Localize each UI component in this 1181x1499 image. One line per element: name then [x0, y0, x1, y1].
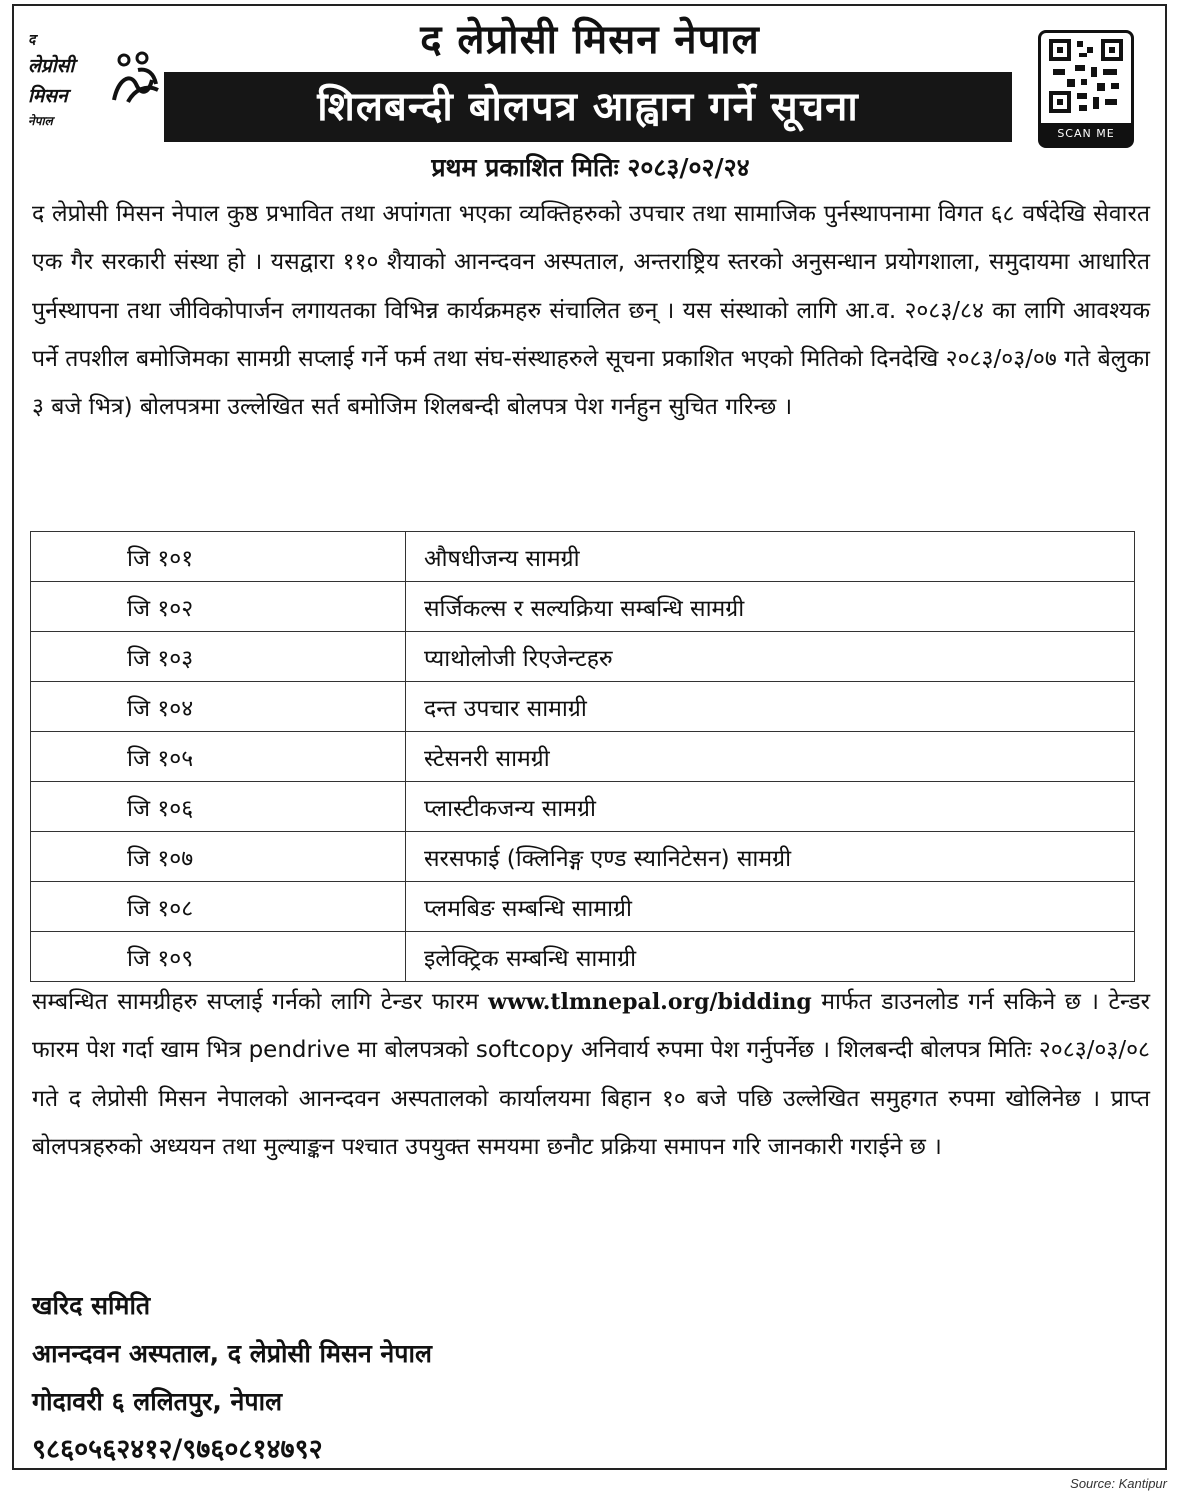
item-name: औषधीजन्य सामग्री [406, 532, 1135, 582]
item-name: सरसफाई (क्लिनिङ्ग एण्ड स्यानिटेसन) सामग्री [406, 832, 1135, 882]
items-table [30, 531, 1135, 982]
table-row [31, 882, 1135, 932]
qr-code[interactable] [1038, 30, 1134, 148]
intro-paragraph: द लेप्रोसी मिसन नेपाल कुष्ठ प्रभावित तथा अपांगता भएका व्यक्तिहरुको उपचार तथा सामाजिक पुर्नस्थापनामा विगत ६८ वर्षदेखि सेवारत एक गैर सरकारी संस्था हो । यसद्वारा ११० शैयाको आनन्दवन अस्पताल, अन्तराष्ट्रिय स्तरको अनुसन्धान प्रयोगशाला, समुदायमा आधारित पुर्नस्थापना तथा जीविकोपार्जन लगायतका विभिन्न कार्यक्रमहरु संचालित छन् । यस संस्थाको लागि आ.व. २०८३/८४ का लागि आवश्यक पर्ने तपशील बमोजिमका सामग्री सप्लाई गर्ने फर्म तथा संघ-संस्थाहरुले सूचना प्रकाशित भएको मितिको दिनदेखि २०८३/०३/०७ गते बेलुका ३ बजे भित्र) बोलपत्रमा उल्लेखित सर्त बमोजिम शिलबन्दी बोलपत्र पेश गर्नहुन सुचित गरिन्छ । [32, 201, 1150, 421]
item-name: इलेक्ट्रिक सम्बन्धि सामाग्री [406, 932, 1135, 982]
published-date: प्रथम प्रकाशित मितिः २०८३/०२/२४ [431, 153, 750, 182]
item-code: जि १०७ [31, 832, 406, 882]
item-code: जि १०४ [31, 682, 406, 732]
item-name: प्लास्टीकजन्य सामग्री [406, 782, 1135, 832]
table-row [31, 782, 1135, 832]
item-name: दन्त उपचार सामाग्री [406, 682, 1135, 732]
item-name: प्लमबिङ सम्बन्धि सामाग्री [406, 882, 1135, 932]
logo-text-line2: लेप्रोसी [28, 55, 75, 77]
item-name: सर्जिकल्स र सल्यक्रिया सम्बन्धि सामग्री [406, 582, 1135, 632]
source-credit: Source: Kantipur [1070, 1476, 1167, 1491]
closing-text-before-url: सम्बन्धित सामग्रीहरु सप्लाई गर्नको लागि टेन्डर फारम [32, 989, 489, 1015]
item-code: जि १०२ [31, 582, 406, 632]
signature-phones: ९८६०५६२४१२/९७६०८१४७९२ [32, 1434, 323, 1465]
bidding-url-link[interactable]: www.tlmnepal.org/bidding [488, 989, 812, 1015]
table-row [31, 632, 1135, 682]
item-code: जि १०९ [31, 932, 406, 982]
logo-text-line4: नेपाल [28, 114, 53, 128]
closing-text-after-url: मार्फत डाउनलोड गर्न सकिने छ । टेन्डर फारम पेश गर्दा खाम भित्र pendrive मा बोलपत्रको softcopy अनिवार्य रुपमा पेश गर्नुपर्नेछ । शिलबन्दी बोलपत्र मितिः २०८३/०३/०८ गते द लेप्रोसी मिसन नेपालको आनन्दवन अस्पतालको कार्यालयमा बिहान १० बजे पछि उल्लेखित समुहगत रुपमा खोलिनेछ । प्राप्त बोलपत्रहरुको अध्ययन तथा मुल्याङ्कन पश्चात उपयुक्त समयमा छनौट प्रक्रिया समापन गरि जानकारी गराईने छ । [32, 989, 1150, 1160]
item-name: प्याथोलोजी रिएजेन्टहरु [406, 632, 1135, 682]
closing-paragraph [32, 978, 1150, 1171]
organization-title: द लेप्रोसी मिसन नेपाल [420, 17, 760, 63]
tlm-logo [22, 30, 162, 130]
signature-committee: खरिद समिति [32, 1291, 151, 1320]
table-row [31, 732, 1135, 782]
item-code: जि १०५ [31, 732, 406, 782]
table-row [31, 582, 1135, 632]
logo-text-line1: द [28, 32, 36, 48]
item-code: जि १०१ [31, 532, 406, 582]
scan-me-label: SCAN ME [1041, 123, 1131, 145]
signature-organization: आनन्दवन अस्पताल, द लेप्रोसी मिसन नेपाल [32, 1339, 432, 1368]
qr-code-icon [1049, 39, 1123, 113]
people-emblem-icon [108, 50, 164, 106]
table-row [31, 682, 1135, 732]
signature-address: गोदावरी ६ ललितपुर, नेपाल [32, 1387, 283, 1416]
item-name: स्टेसनरी सामग्री [406, 732, 1135, 782]
logo-text-line3: मिसन [28, 85, 68, 107]
item-code: जि १०६ [31, 782, 406, 832]
table-row [31, 832, 1135, 882]
notice-title-banner: शिलबन्दी बोलपत्र आह्वान गर्ने सूचना [164, 72, 1012, 142]
table-row [31, 532, 1135, 582]
item-code: जि १०३ [31, 632, 406, 682]
item-code: जि १०८ [31, 882, 406, 932]
table-row [31, 932, 1135, 982]
